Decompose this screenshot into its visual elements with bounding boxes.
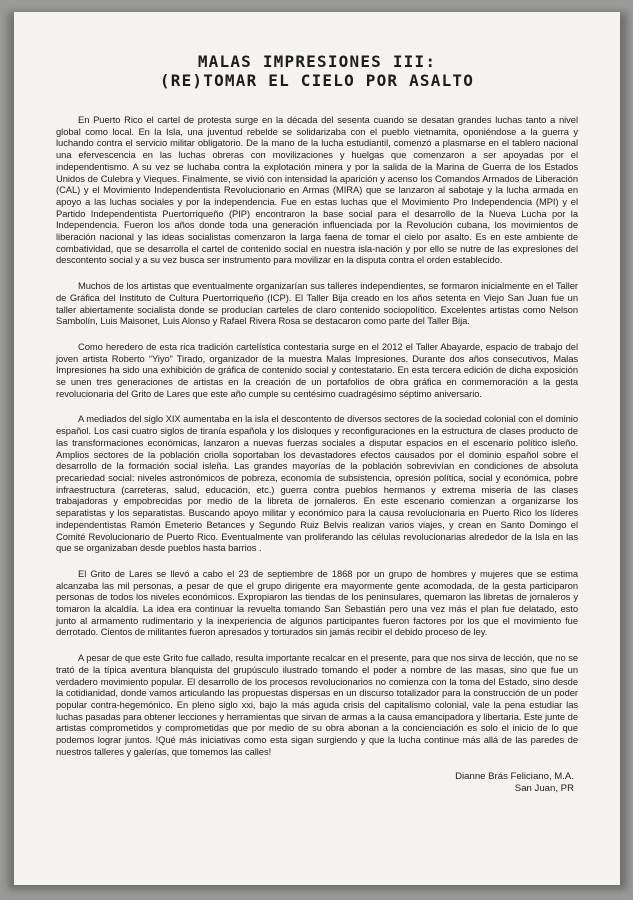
- paragraph-4: A mediados del siglo XIX aumentaba en la isla el descontento de diversos sectores de la sociedad colonial con el dominio español. Los casi cuatro siglos de tiranía española y los disloques y reconfiguraciones en la estructura de clases producto de las transformaciones económicas, lanzaron a nuevas fuerzas sociales a disputar espacios en el escenario político isleño. Amplios sectores de la población criolla soportaban los devastadores efectos causados por el dominio español sobre el desarrollo de la formación social isleña. Las grandes mayorías de la población sobrevivían en condiciones de absoluta precariedad social: niveles astronómicos de pobreza, economía de subsistencia, opresión política, social y económica, pobre infraestructura (carreteras, salud, educación, etc.) guerra contra pueblos hermanos y extrema miseria de las clases trabajadoras y empobrecidas por medio de la libreta de jornaleros. En este escenario comienzan a organizarse los separatistas y los separatistas. Buscando apoyo militar y económico para la causa revolucionaria en Puerto Rico los líderes independentistas Ramón Emeterio Betances y Segundo Ruiz Belvis realizan varios viajes, y crean en Santo Domingo el Comité Revolucionario de Puerto Rico. Eventualmente van proliferando las células revolucionarias alrededor de la Isla en las que se organizaban desde pueblos hasta barrios .: [56, 413, 578, 554]
- signature-block: [56, 771, 578, 795]
- paragraph-1: En Puerto Rico el cartel de protesta surge en la década del sesenta cuando se desatan grandes luchas tanto a nivel global como local. En la Isla, una juventud rebelde se solidarizaba con el pueblo vietnamita, oponiéndose a la guerra y luchando contra el servicio militar obligatorio. De la mano de la lucha estudiantil, comenzó a plasmarse en el tablero nacional una efervescencia en las luchas obreras con movilizaciones y huelgas que comenzaron a ser apoyadas por el independentismo. A su vez se luchaba contra la explotación minera y por la salida de la Marina de Guerra de los Estados Unidos de Culebra y Vieques. Finalmente, se vivió con intensidad la aparición y acenso los Comandos Armados de Liberación (CAL) y el Movimiento Independentista Revolucionario en Armas (MIRA) que se lanzaron al sabotaje y la lucha armada en apoyo a las luchas sociales y por la independencia. Fue en estas luchas que el Movimiento Pro Independencia (MPI) y el Partido Independentista Puertorriqueño (PIP) encontraron la base social para el desarrollo de la Nueva Lucha por la Independencia. Fueron los años donde toda una generación influenciada por la Revolución cubana, los movimientos de liberación nacional y las ideas socialistas comenzaron la larga faena de tomar el cielo por asalto. Es en este ambiente de combatividad, que se desarrolla el cartel de contenido social en nuestra isla-nación y por ello se nutre de las expresiones del descontento social y a su vez busca ser instrumento para movilizar en la disputa contra el orden establecido.: [56, 114, 578, 266]
- title-line-2: (RE)TOMAR EL CIELO POR ASALTO: [159, 71, 475, 90]
- paragraph-2: Muchos de los artistas que eventualmente organizarían sus talleres independientes, se formaron inicialmente en el Taller de Gráfica del Instituto de Cultura Puertorriqueño (ICP). El Taller Bija creado en los años setenta en Viejo San Juan fue un taller abiertamente socialista donde se producían carteles de claro contenido sociopolítico. Excelentes artistas como Nelson Sambolín, Luis Maisonet, Luis Alonso y Rafael Rivera Rosa se destacaron como parte del Taller Bija.: [56, 280, 578, 327]
- paragraph-6: A pesar de que este Grito fue callado, resulta importante recalcar en el presente, para que nos sirva de lección, que no se trató de la típica aventura blanquista del grupúsculo ilustrado tomando el poder a nombre de las masas, sino que fue un verdadero movimiento popular. El desarrollo de los procesos revolucionarios no comienza con la toma del Estado, sino desde la cotidianidad, donde vamos articulando las propuestas dispersas en un discurso totalizador para la construcción de un poder popular contra-hegemónico. En pleno siglo xxi, bajo la más aguda crisis del capitalismo colonial, vale la pena estudiar las luchas pasadas para obtener lecciones y herramientas que sirvan de armas a la causa emancipadora y libertaria. Este junte de artistas comprometidos y comprometidas que por medio de su obra abonan a la concienciación es solo el inicio de lo que podemos lograr juntos. !Qué más iniciativas como esta sigan surgiendo y que la lucha continue más allá de las paredes de nuestros talleres y galerías, que tomemos las calles!: [56, 652, 578, 757]
- paragraph-3: Como heredero de esta rica tradición cartelística contestaria surge en el 2012 el Taller Abayarde, espacio de trabajo del joven artista Roberto “Yiyo” Tirado, organizador de la muestra Malas Impresiones. Durante dos años consecutivos, Malas Impresiones ha sido una exhibición de gráfica de contenido social y contestatario. En esta tercera edición de dicha exposición se unen tres generaciones de artistas en la creación de un portafolios de obra gráfica en conmemoración a la gesta revolucionaria del Grito de Lares que este año cumple su centésimo cuadragésimo séptimo aniversario.: [56, 340, 578, 399]
- document-title: [56, 52, 578, 90]
- signature-name: Dianne Brás Feliciano, M.A.: [455, 771, 574, 783]
- signature-place: San Juan, PR: [514, 783, 574, 795]
- paragraph-5: El Grito de Lares se llevó a cabo el 23 de septiembre de 1868 por un grupo de hombres y mujeres que se estima alcanzaba las mil personas, a pesar de que el grupo dirigente era mayormente gente acomodada, de la gesta participaron personas de todos los niveles económicos. Expropiaron las tiendas de los peninsulares, quemaron las libretas de jornaleros y tomaron la alcaldía. La idea era continuar la revuelta tomando San Sebastián pero una vez más el plan fue delatado, esto junto al armamento rudimentario y la inexperiencia de algunos participantes fueron factores por los que el movimiento fue derrotado. Cientos de militantes fueron apresados y torturados sin jamás recibir el debido proceso de ley.: [56, 567, 578, 638]
- title-line-1: MALAS IMPRESIONES III:: [197, 52, 437, 71]
- document-sheet: [14, 12, 620, 885]
